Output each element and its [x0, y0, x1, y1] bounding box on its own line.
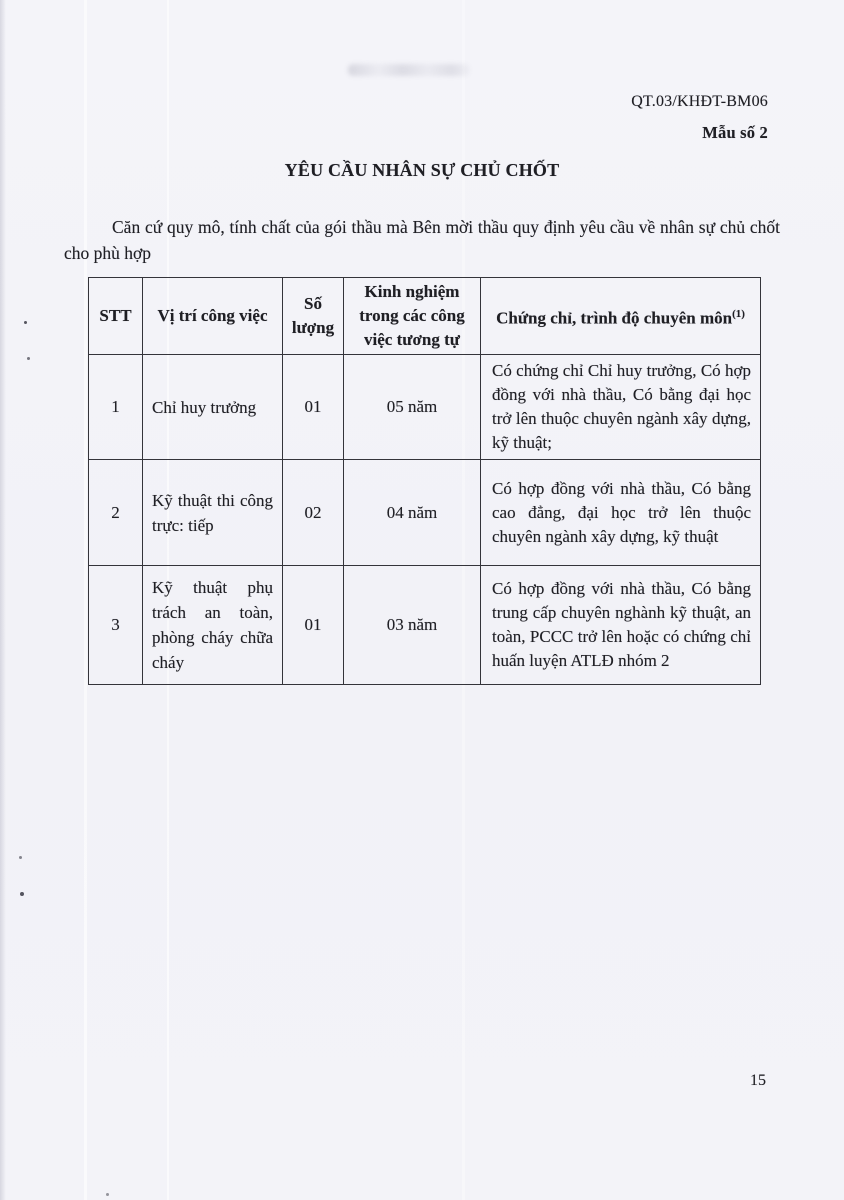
page-number: 15 [750, 1072, 766, 1089]
cell-requirements: Có chứng chỉ Chỉ huy trưởng, Có hợp đồng với nhà thầu, Có bằng đại học trở lên thuộc chuyên ngành xây dựng, kỹ thuật; [481, 355, 761, 460]
intro-paragraph: Căn cứ quy mô, tính chất của gói thầu mà Bên mời thầu quy định yêu cầu về nhân sự chủ chốt cho phù hợp [64, 217, 780, 263]
table-row [89, 355, 761, 460]
cell-quantity: 02 [283, 460, 344, 566]
cell-position: Kỹ thuật phụ trách an toàn, phòng cháy chữa cháy [143, 566, 283, 685]
scan-speck [24, 321, 27, 324]
col-header-position: Vị trí công việc [143, 278, 283, 355]
cell-stt: 2 [89, 460, 143, 566]
cell-stt: 3 [89, 566, 143, 685]
bleedthrough-smudge [348, 64, 470, 76]
col-header-requirements-label: Chứng chỉ, trình độ chuyên môn [496, 308, 733, 328]
col-header-experience: Kinh nghiệm trong các công việc tương tự [344, 278, 481, 355]
scan-speck [20, 892, 24, 896]
col-header-stt: STT [89, 278, 143, 355]
scan-speck [27, 357, 30, 360]
cell-stt: 1 [89, 355, 143, 460]
cell-requirements: Có hợp đồng với nhà thầu, Có bằng cao đẳng, đại học trở lên thuộc chuyên ngành xây dựng, kỹ thuật [481, 460, 761, 566]
cell-experience: 03 năm [344, 566, 481, 685]
personnel-requirements-table [88, 277, 761, 685]
cell-experience: 05 năm [344, 355, 481, 460]
document-code: QT.03/KHĐT-BM06 [631, 93, 768, 110]
col-header-requirements [481, 278, 761, 355]
cell-position: Chỉ huy trưởng [143, 355, 283, 460]
table-row [89, 566, 761, 685]
footnote-reference: (1) [732, 307, 745, 320]
page-title: YÊU CẦU NHÂN SỰ CHỦ CHỐT [284, 160, 560, 180]
cell-experience: 04 năm [344, 460, 481, 566]
scan-speck [19, 856, 22, 859]
cell-quantity: 01 [283, 566, 344, 685]
form-number-label: Mẫu số 2 [702, 123, 768, 142]
col-header-quantity: Số lượng [283, 278, 344, 355]
scan-speck [106, 1193, 109, 1196]
cell-position: Kỹ thuật thi công trực: tiếp [143, 460, 283, 566]
table-header-row [89, 278, 761, 355]
cell-requirements: Có hợp đồng với nhà thầu, Có bằng trung cấp chuyên nghành kỹ thuật, an toàn, PCCC trở lên hoặc có chứng chỉ huấn luyện ATLĐ nhóm 2 [481, 566, 761, 685]
cell-quantity: 01 [283, 355, 344, 460]
table-row [89, 460, 761, 566]
document-header [631, 93, 768, 143]
